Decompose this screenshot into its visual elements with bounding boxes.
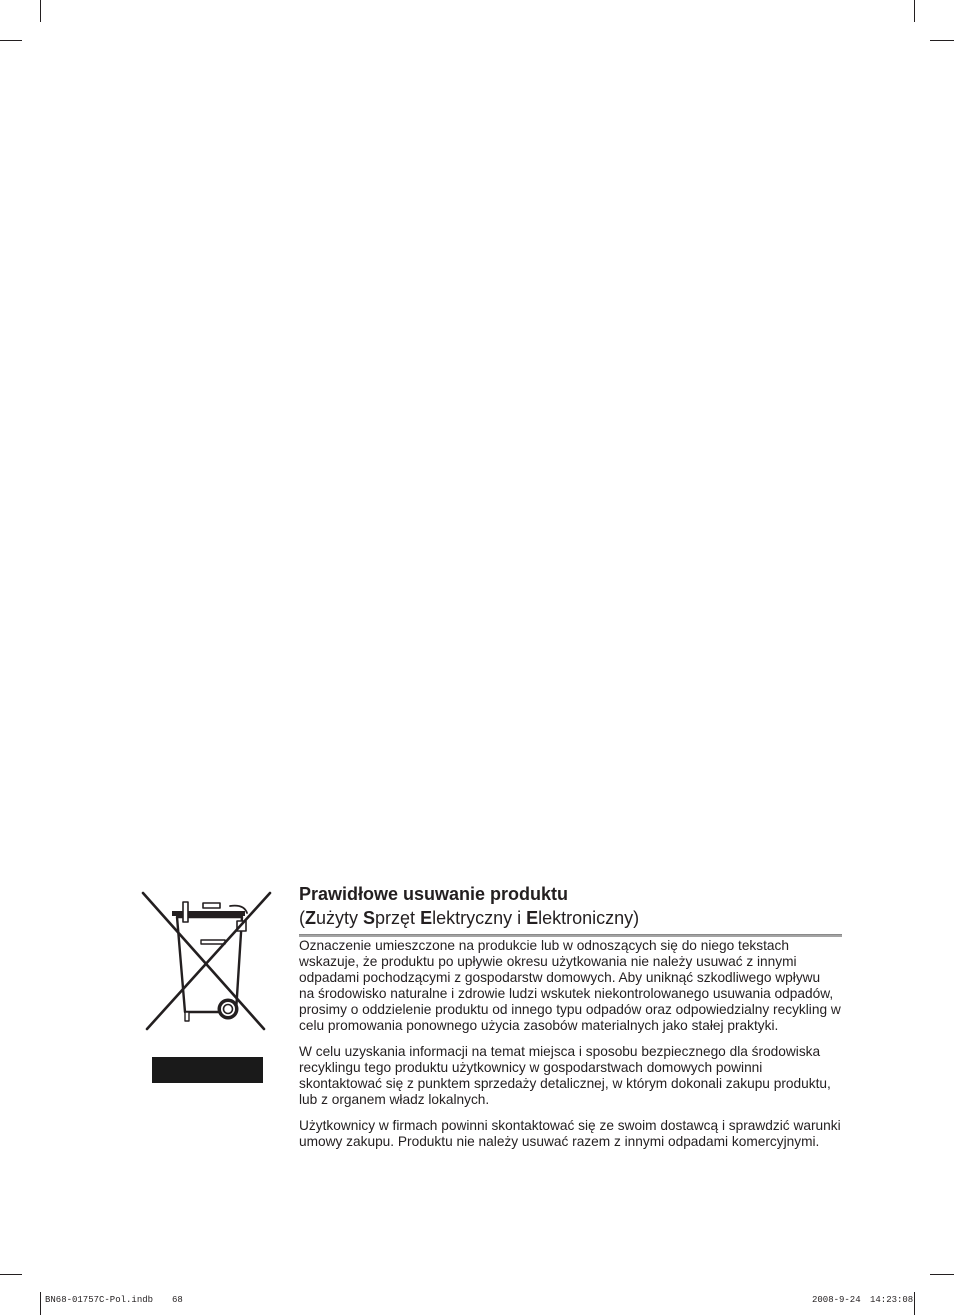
subtitle-part: ( [299, 908, 305, 928]
subtitle-initial: Z [305, 908, 316, 928]
paragraph-line: umowy zakupu. Produktu nie należy usuwać razem z innymi odpadami komercyjnymi. [299, 1134, 820, 1149]
footer-file-name: BN68-01757C-Pol.indb [45, 1295, 154, 1305]
bin-side-handle [183, 902, 188, 922]
paragraph-line: odpadami pochodzącymi z gospodarstw domowych. Aby uniknąć szkodliwego wpływu [299, 970, 821, 985]
paragraph-line: Oznaczenie umieszczone na produkcie lub w odnoszących się do niego tekstach [299, 938, 789, 953]
subtitle-initial: E [420, 908, 433, 928]
disposal-section [299, 882, 842, 1162]
crossed-out-wheeled-bin-icon [140, 888, 275, 1033]
crop-mark-bottom-left-vertical [40, 1292, 41, 1315]
paragraph-line: celu promowania ponownego użycia zasobów materialnych jako stałej praktyki. [299, 1018, 779, 1033]
crop-mark-bottom-right-vertical [914, 1292, 915, 1315]
title-underline [299, 934, 842, 937]
black-label-box [152, 1057, 263, 1083]
crop-mark-bottom-right-horizontal [930, 1274, 954, 1275]
paragraph-line: recyklingu tego produktu użytkownicy w gospodarstwach domowych powinni [299, 1060, 763, 1075]
crop-mark-top-right-vertical [914, 0, 915, 22]
footer-page-number: 68 [172, 1295, 183, 1305]
paragraph-2 [299, 1044, 842, 1108]
paragraph-3 [299, 1118, 842, 1150]
subtitle-part: lektryczny i [432, 908, 527, 928]
paragraph-line: skontaktować się z punktem sprzedaży detalicznej, w którym dokonali zakupu produktu, [299, 1076, 831, 1091]
subtitle-initial: E [526, 908, 539, 928]
subtitle-part: lektroniczny) [538, 908, 640, 928]
paragraph-line: wskazuje, że produktu po upływie okresu użytkowania nie należy usuwać z innymi [299, 954, 797, 969]
section-title: Prawidłowe usuwanie produktu [299, 884, 569, 904]
crop-mark-top-left-vertical [40, 0, 41, 22]
crop-mark-top-right-horizontal [930, 40, 954, 41]
paragraph-line: na środowisko naturalne i zdrowie ludzi wskutek niekontrolowanego usuwania odpadów, [299, 986, 834, 1001]
paragraph-line: Użytkownicy w firmach powinni skontaktować się ze swoim dostawcą i sprawdzić warunki [299, 1118, 841, 1133]
section-subtitle [299, 906, 639, 930]
subtitle-part: przęt [375, 908, 421, 928]
footer-time: 14:23:08 [870, 1295, 914, 1305]
bin-body [177, 917, 242, 1012]
crop-mark-top-left-horizontal [0, 40, 22, 41]
paragraph-line: lub z organem władz lokalnych. [299, 1092, 490, 1107]
subtitle-part: użyty [316, 908, 364, 928]
footer-date: 2008-9-24 [812, 1295, 861, 1305]
paragraph-line: prosimy o oddzielenie produktu od innego typu odpadów oraz odpowiedzialny recykling w [299, 1002, 841, 1017]
crop-mark-bottom-left-horizontal [0, 1274, 22, 1275]
subtitle-initial: S [363, 908, 376, 928]
paragraph-line: W celu uzyskania informacji na temat miejsca i sposobu bezpiecznego dla środowiska [299, 1044, 821, 1059]
bin-foot [185, 1012, 189, 1021]
paragraph-1 [299, 938, 842, 1034]
lid-handle [203, 903, 220, 908]
